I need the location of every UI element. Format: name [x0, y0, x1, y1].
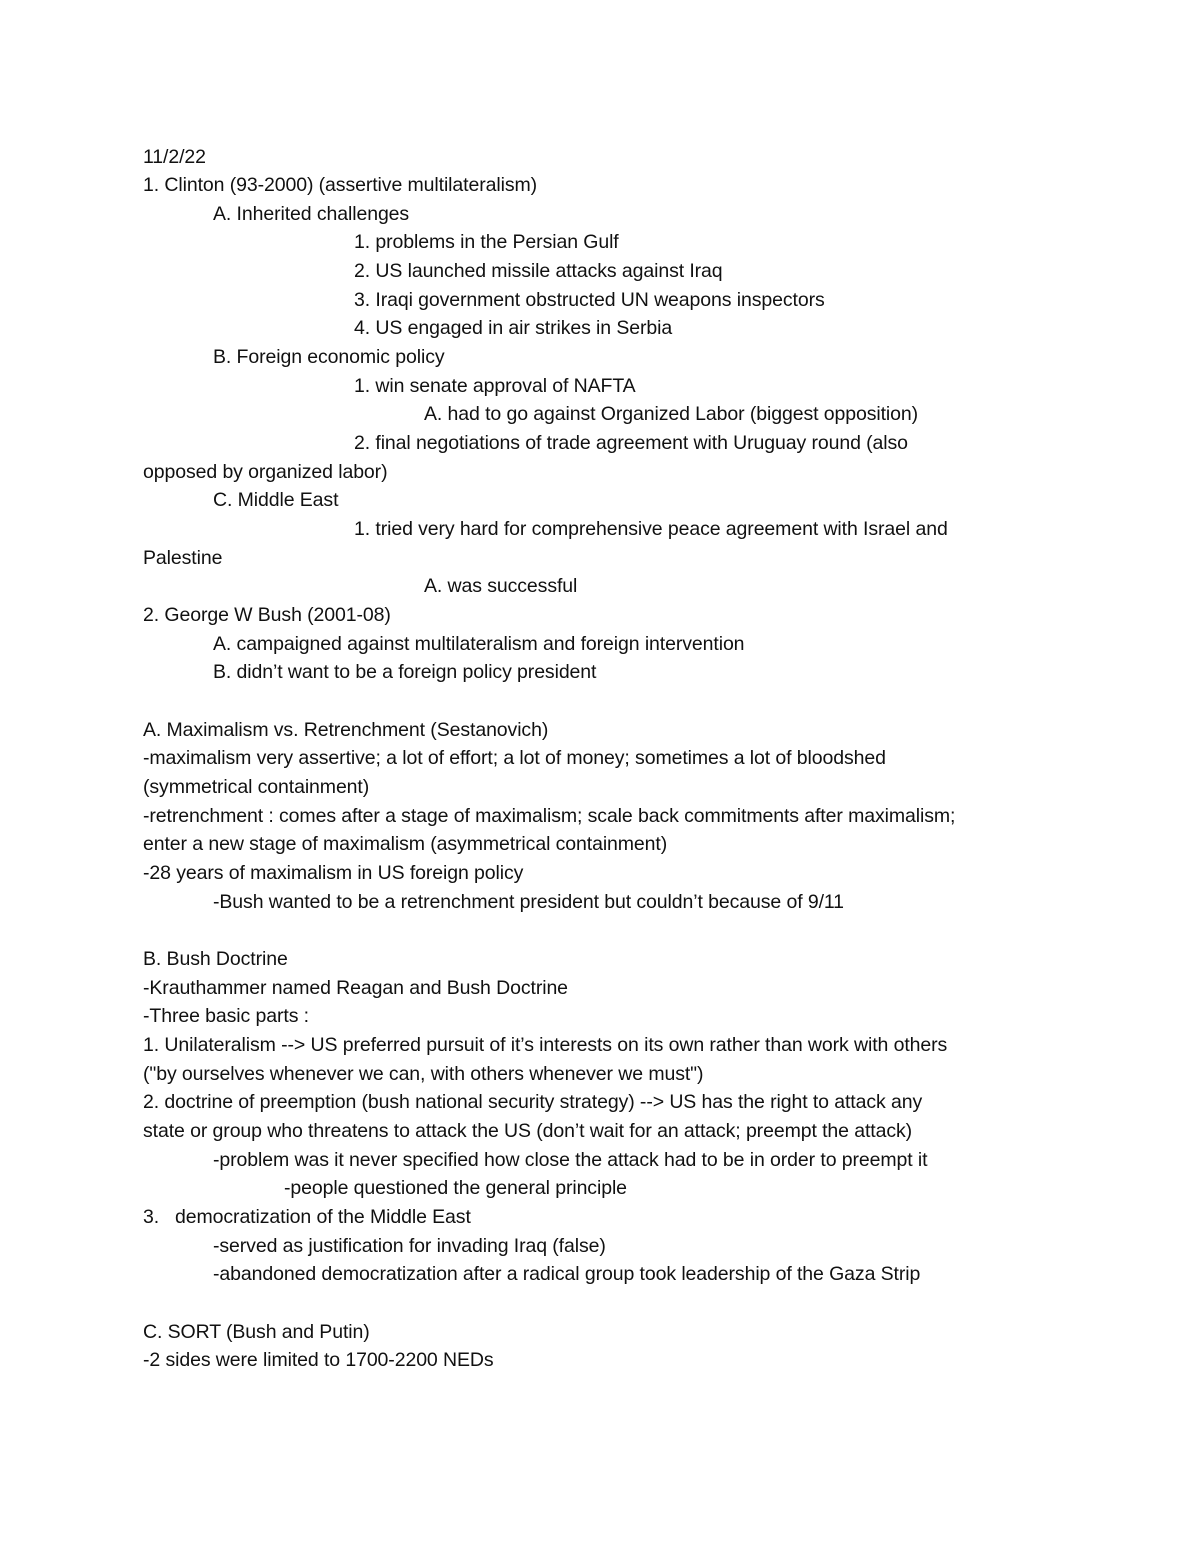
note-line: -served as justification for invading Iraq (false)	[213, 1235, 606, 1257]
note-line: -people questioned the general principle	[284, 1177, 627, 1199]
heading-clinton: 1. Clinton (93-2000) (assertive multilateralism)	[143, 174, 538, 196]
list-item: 2. doctrine of preemption (bush national security strategy) --> US has the right to attack any	[143, 1091, 923, 1113]
list-item: 4. US engaged in air strikes in Serbia	[354, 317, 673, 339]
note-line: -Three basic parts :	[143, 1005, 309, 1027]
note-line: -28 years of maximalism in US foreign policy	[143, 862, 524, 884]
list-item: 2. final negotiations of trade agreement with Uruguay round (also	[354, 432, 908, 454]
subheading-foreign-economic-policy: B. Foreign economic policy	[213, 346, 445, 368]
list-item: 1. win senate approval of NAFTA	[354, 375, 636, 397]
list-item-continuation: Palestine	[143, 547, 223, 569]
date-line: 11/2/22	[143, 146, 206, 168]
section-heading-bush-doctrine: B. Bush Doctrine	[143, 948, 288, 970]
subheading-inherited-challenges: A. Inherited challenges	[213, 203, 410, 225]
note-line: -problem was it never specified how close the attack had to be in order to preempt it	[213, 1149, 928, 1171]
list-item: 1. tried very hard for comprehensive peace agreement with Israel and	[354, 518, 948, 540]
list-item-continuation: opposed by organized labor)	[143, 461, 388, 483]
list-item: B. didn’t want to be a foreign policy president	[213, 661, 597, 683]
note-line: -retrenchment : comes after a stage of maximalism; scale back commitments after maximalism;	[143, 805, 956, 827]
list-item: A. was successful	[424, 575, 578, 597]
note-line-continuation: (symmetrical containment)	[143, 776, 370, 798]
list-item: A. campaigned against multilateralism and foreign intervention	[213, 633, 745, 655]
list-item: 3. Iraqi government obstructed UN weapons inspectors	[354, 289, 825, 311]
note-line: -abandoned democratization after a radical group took leadership of the Gaza Strip	[213, 1263, 921, 1285]
list-item-continuation: ("by ourselves whenever we can, with others whenever we must")	[143, 1063, 704, 1085]
note-line: -Krauthammer named Reagan and Bush Doctrine	[143, 977, 568, 999]
section-heading-sort: C. SORT (Bush and Putin)	[143, 1321, 370, 1343]
list-item: 3. democratization of the Middle East	[143, 1206, 471, 1228]
section-heading-maximalism: A. Maximalism vs. Retrenchment (Sestanovich)	[143, 719, 549, 741]
note-line: -2 sides were limited to 1700-2200 NEDs	[143, 1349, 494, 1371]
list-item-continuation: state or group who threatens to attack the US (don’t wait for an attack; preempt the attack)	[143, 1120, 913, 1142]
list-item: 2. US launched missile attacks against Iraq	[354, 260, 723, 282]
heading-george-w-bush: 2. George W Bush (2001-08)	[143, 604, 391, 626]
list-item: 1. problems in the Persian Gulf	[354, 231, 619, 253]
list-item: A. had to go against Organized Labor (biggest opposition)	[424, 403, 919, 425]
note-line: -maximalism very assertive; a lot of effort; a lot of money; sometimes a lot of bloodshed	[143, 747, 886, 769]
list-item: 1. Unilateralism --> US preferred pursuit of it’s interests on its own rather than work with others	[143, 1034, 948, 1056]
subheading-middle-east: C. Middle East	[213, 489, 339, 511]
note-line-continuation: enter a new stage of maximalism (asymmetrical containment)	[143, 833, 668, 855]
note-line: -Bush wanted to be a retrenchment president but couldn’t because of 9/11	[213, 891, 844, 913]
